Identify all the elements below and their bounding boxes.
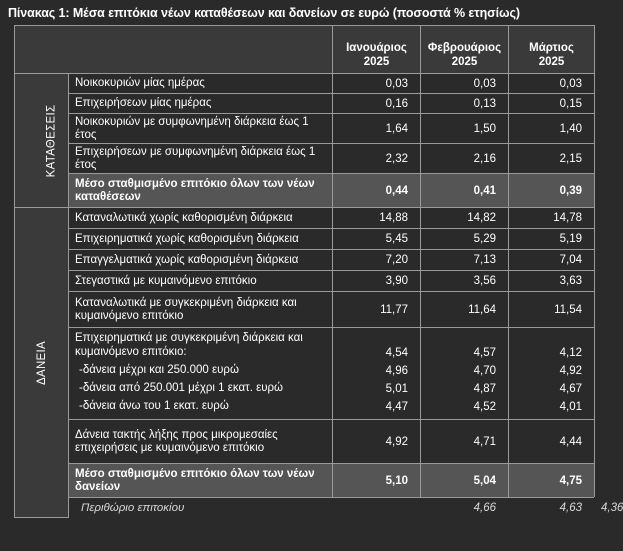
table-row: Δάνεια τακτής λήξης προς μικρομεσαίες επιχειρήσεις με κυμαινόμενο επιτόκιο 4,92 4,71 4,44 bbox=[15, 420, 595, 464]
sub-row-label: -δάνεια άνω του 1 εκατ. ευρώ bbox=[79, 400, 229, 412]
business-group-label: Επιχειρηματικά με συγκεκριμένη διάρκεια και κυμαινόμενο επιτόκιο: bbox=[75, 332, 303, 358]
loans-average-row: Μέσο σταθμισμένο επιτόκιο όλων των νέων δανείων 5,10 5,04 4,75 bbox=[15, 464, 595, 498]
table-row: Στεγαστικά με κυμαινόμενο επιτόκιο 3,90 3,56 3,63 bbox=[15, 271, 595, 292]
margin-row: Περιθώριο επιτοκίου 4,66 4,63 4,36 bbox=[15, 498, 595, 518]
table-row: ΚΑΤΑΘΕΣΕΙΣ Νοικοκυριών μίας ημέρας 0,03 0,03 0,03 bbox=[15, 74, 595, 94]
section-label-loans: ΔΑΝΕΙΑ bbox=[15, 208, 69, 518]
table-row: Καταναλωτικά με συγκεκριμένη διάρκεια και κυμαινόμενο επιτόκιο 11,77 11,64 11,54 bbox=[15, 292, 595, 328]
col-header-feb: Φεβρουάριος 2025 bbox=[421, 26, 509, 74]
header-blank bbox=[15, 26, 333, 74]
col-header-mar: Μάρτιος 2025 bbox=[509, 26, 595, 74]
sub-row-label: -δάνεια μέχρι και 250.000 ευρώ bbox=[79, 364, 239, 376]
table-row: Επιχειρήσεων μίας ημέρας 0,16 0,13 0,15 bbox=[15, 94, 595, 114]
business-loans-group: Επιχειρηματικά με συγκεκριμένη διάρκεια και κυμαινόμενο επιτόκιο: -δάνεια μέχρι και 250.000 ευρώ -δάνεια από 250.001 μέχρι 1 εκατ. ευρώ -δάνεια άνω του 1 εκατ. ευρώ 4,54 4,96 5,01 4,47 4,57 4,70 4,87 4,52 4,12 4,92 4,67 4,01 bbox=[15, 328, 595, 420]
table-row: ΔΑΝΕΙΑ Καταναλωτικά χωρίς καθορισμένη διάρκεια 14,88 14,82 14,78 bbox=[15, 208, 595, 229]
table-row: Επαγγελματικά χωρίς καθορισμένη διάρκεια 7,20 7,13 7,04 bbox=[15, 250, 595, 271]
section-label-deposits: ΚΑΤΑΘΕΣΕΙΣ bbox=[15, 74, 69, 208]
deposits-average-row: Μέσο σταθμισμένο επιτόκιο όλων των νέων καταθέσεων 0,44 0,41 0,39 bbox=[15, 174, 595, 208]
table-row: Επιχειρήσεων με συμφωνημένη διάρκεια έως 1 έτος 2,32 2,16 2,15 bbox=[15, 144, 595, 174]
table-title: Πίνακας 1: Μέσα επιτόκια νέων καταθέσεων και δανείων σε ευρώ (ποσοστά % ετησίως) bbox=[8, 6, 520, 20]
rates-table bbox=[14, 25, 623, 518]
header-row bbox=[15, 26, 595, 74]
table-row: Νοικοκυριών με συμφωνημένη διάρκεια έως 1 έτος 1,64 1,50 1,40 bbox=[15, 114, 595, 144]
sub-row-label: -δάνεια από 250.001 μέχρι 1 εκατ. ευρώ bbox=[79, 382, 284, 394]
col-header-jan: Ιανουάριος 2025 bbox=[333, 26, 421, 74]
table-row: Επιχειρηματικά χωρίς καθορισμένη διάρκεια 5,45 5,29 5,19 bbox=[15, 229, 595, 250]
